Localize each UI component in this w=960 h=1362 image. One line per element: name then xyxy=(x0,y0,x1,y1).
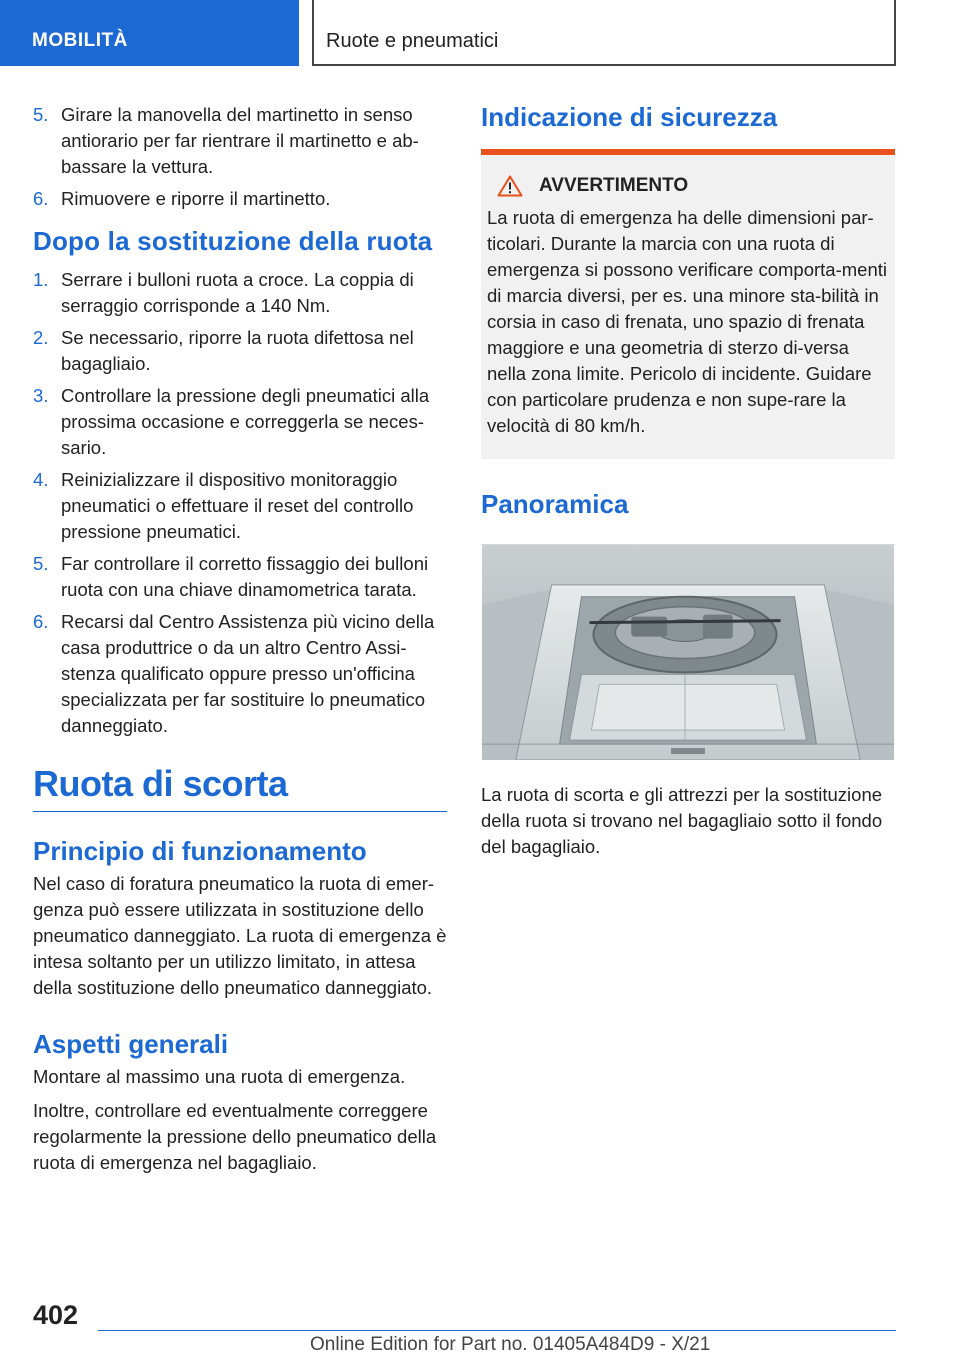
step-number: 5. xyxy=(33,553,49,574)
principle-heading: Principio di funzionamento xyxy=(33,836,367,866)
step-number: 1. xyxy=(33,269,49,290)
general-paragraph-2: Inoltre, controllare ed eventualmente correggere regolarmente la pressione dello pneumatico della ruota di emergenza nel bagagliaio. xyxy=(33,1100,437,1173)
list-item xyxy=(33,325,447,377)
page-header xyxy=(0,0,960,66)
list-item xyxy=(33,467,447,545)
step-number: 2. xyxy=(33,327,49,348)
list-item xyxy=(33,102,447,180)
right-column xyxy=(481,102,895,860)
step-text: Se necessario, riporre la ruota difettosa nel bagagliaio. xyxy=(61,327,414,374)
principle-paragraph: Nel caso di foratura pneumatico la ruota di emer-genza può essere utilizzata in sostituzione dello pneumatico danneggiato. La ruota di emergenza è intesa soltanto per un utilizzo limitato, in attesa della sostituzione dello pneumatico danneggiato. xyxy=(33,873,447,998)
illustration-caption: La ruota di scorta e gli attrezzi per la sostituzione della ruota si trovano nel bagagliaio sotto il fondo del bagagliaio. xyxy=(481,784,883,857)
general-paragraph-1: Montare al massimo una ruota di emergenza. xyxy=(33,1066,406,1087)
spare-wheel-heading: Ruota di scorta xyxy=(33,763,447,812)
warning-header xyxy=(487,175,887,197)
step-number: 6. xyxy=(33,611,49,632)
step-text: Girare la manovella del martinetto in senso antiorario per far rientrare il martinetto e ab-bassare la vettura. xyxy=(61,104,419,177)
spare-wheel-illustration xyxy=(481,544,895,760)
list-item xyxy=(33,267,447,319)
warning-box xyxy=(481,155,895,459)
step-text: Controllare la pressione degli pneumatici alla prossima occasione e correggerla se neces-sario. xyxy=(61,385,430,458)
step-number: 4. xyxy=(33,469,49,490)
warning-triangle-icon xyxy=(497,175,523,197)
edition-note: Online Edition for Part no. 01405A484D9 - X/21 xyxy=(310,1334,711,1355)
safety-heading: Indicazione di sicurezza xyxy=(481,102,778,132)
warning-label: AVVERTIMENTO xyxy=(539,175,689,196)
after-replacement-heading: Dopo la sostituzione della ruota xyxy=(33,226,433,256)
step-number: 5. xyxy=(33,104,49,125)
overview-heading: Panoramica xyxy=(481,489,629,519)
left-column xyxy=(33,102,447,1184)
list-item xyxy=(33,383,447,461)
step-text: Reinizializzare il dispositivo monitoraggio pneumatici o effettuare il reset del controllo pressione pneumatici. xyxy=(61,469,414,542)
footer-divider xyxy=(98,1330,896,1331)
top-step-list xyxy=(33,102,447,212)
step-text: Recarsi dal Centro Assistenza più vicino della casa produttrice o da un altro Centro Assi-stenza qualificato oppure presso un'officina specializzata per far sostituire lo pneumatico danneggiato. xyxy=(61,611,435,736)
step-text: Far controllare il corretto fissaggio dei bulloni ruota con una chiave dinamometrica tarata. xyxy=(61,553,429,600)
step-text: Rimuovere e riporre il martinetto. xyxy=(61,188,331,209)
chapter-tab: Ruote e pneumatici xyxy=(312,0,896,66)
after-step-list xyxy=(33,267,447,739)
list-item xyxy=(33,551,447,603)
general-heading: Aspetti generali xyxy=(33,1029,229,1059)
step-text: Serrare i bulloni ruota a croce. La coppia di serraggio corrisponde a 140 Nm. xyxy=(61,269,414,316)
step-number: 3. xyxy=(33,385,49,406)
warning-text: La ruota di emergenza ha delle dimensioni par-ticolari. Durante la marcia con una ruota di emergenza si possono verificare comporta-menti di marcia diversi, per es. una minore sta-bilità in corsia in caso di frenata, uno spazio di frenata maggiore e una geometria di sterzo di-versa nella zona limite. Pericolo di incidente. Guidare con particolare prudenza e non supe-rare la velocità di 80 km/h. xyxy=(487,207,887,436)
page-number: 402 xyxy=(33,1300,79,1330)
section-tab: MOBILITÀ xyxy=(0,0,299,66)
step-number: 6. xyxy=(33,188,49,209)
list-item xyxy=(33,186,447,212)
list-item xyxy=(33,609,447,739)
